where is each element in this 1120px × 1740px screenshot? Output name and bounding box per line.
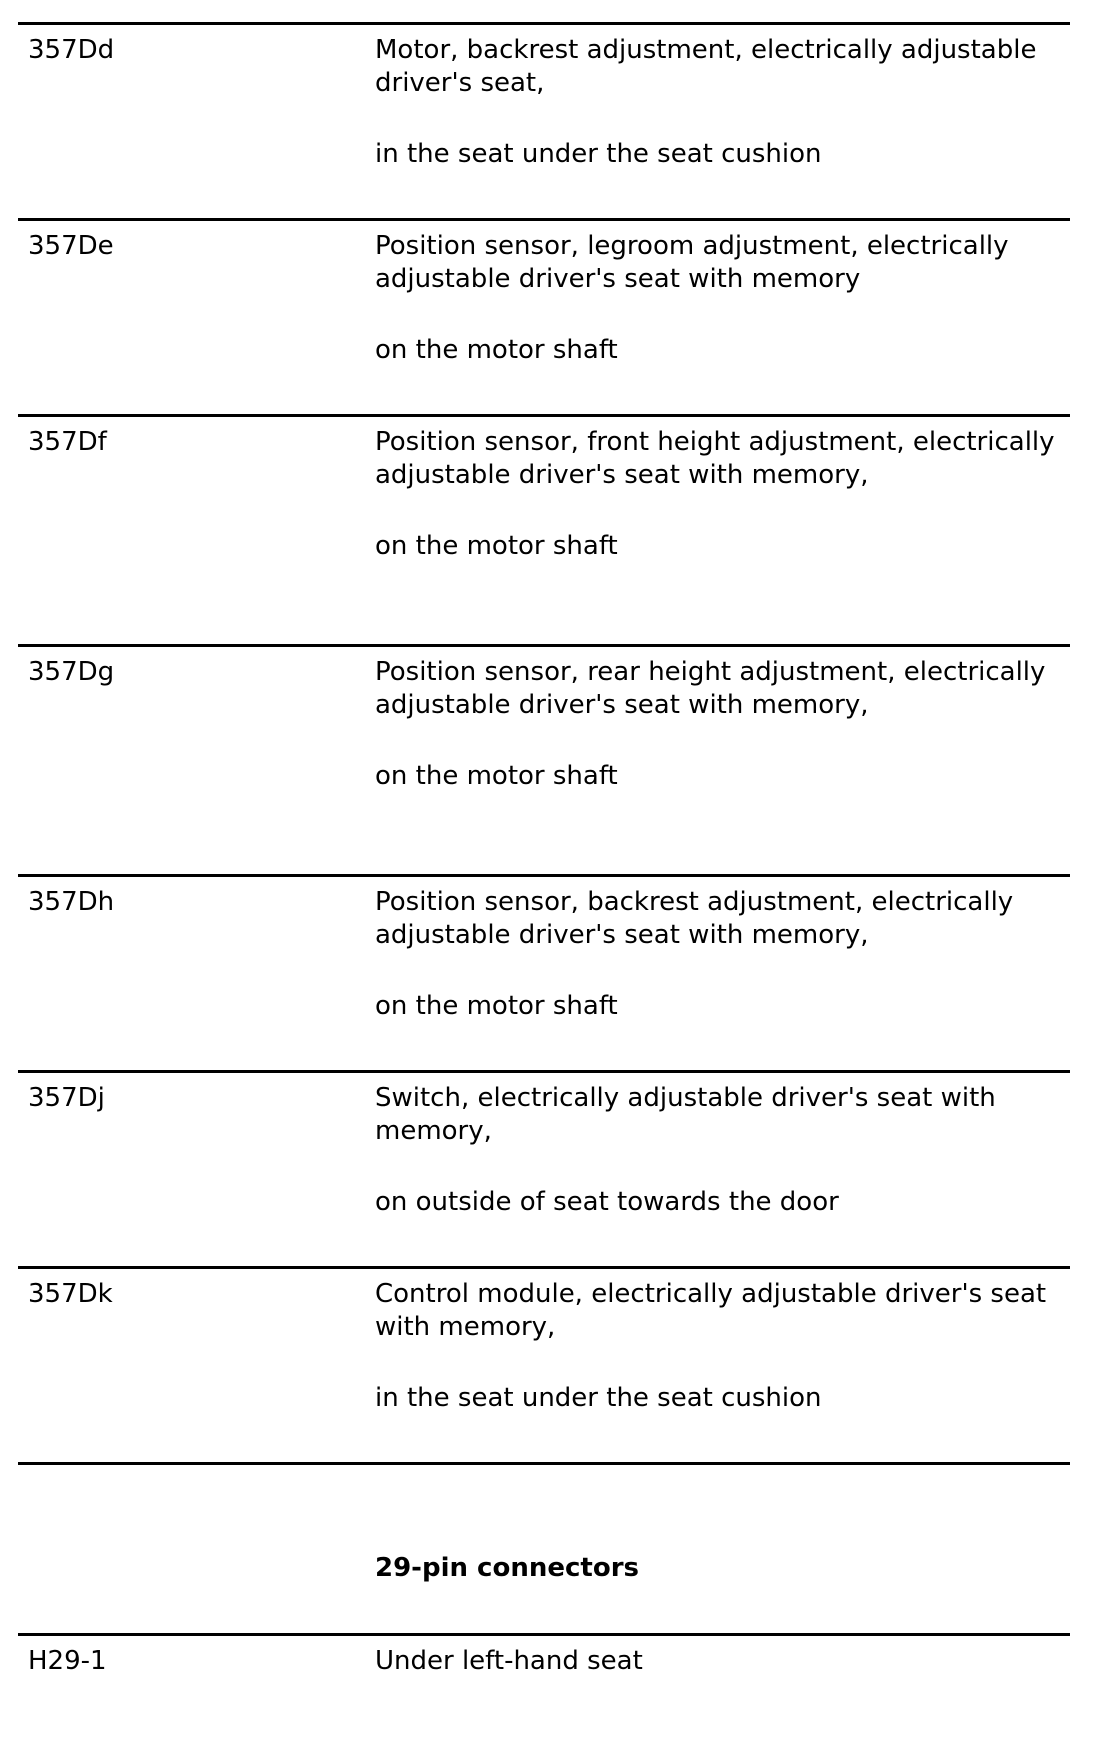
component-title: Position sensor, front height adjustment, electrically adjustable driver's seat with memory, (375, 427, 1055, 490)
component-code: 357Dd (28, 35, 115, 65)
component-location: on the motor shaft (375, 531, 618, 561)
component-code: 357Dg (28, 657, 115, 687)
component-location: on the motor shaft (375, 335, 618, 365)
table-row (18, 1266, 1070, 1462)
table-row (18, 1070, 1070, 1266)
table-row (18, 218, 1070, 414)
component-description (375, 656, 1065, 793)
table-row (18, 22, 1070, 218)
table-row (18, 414, 1070, 644)
component-description (375, 426, 1065, 563)
component-code: 357Df (28, 427, 107, 457)
component-location: on the motor shaft (375, 991, 618, 1021)
connectors-section (18, 1465, 1070, 1633)
connector-description (375, 1645, 1065, 1678)
component-code: 357De (28, 231, 114, 261)
component-description (375, 1278, 1065, 1415)
component-location: on outside of seat towards the door (375, 1187, 839, 1217)
table-row (18, 644, 1070, 874)
component-description (375, 886, 1065, 1023)
component-title: Motor, backrest adjustment, electrically adjustable driver's seat, (375, 35, 1037, 98)
connector-location: Under left-hand seat (375, 1646, 643, 1676)
component-location: on the motor shaft (375, 761, 618, 791)
section-heading: 29-pin connectors (375, 1553, 639, 1583)
component-table (18, 22, 1070, 1703)
component-location: in the seat under the seat cushion (375, 139, 822, 169)
component-title: Position sensor, rear height adjustment, electrically adjustable driver's seat with memory, (375, 657, 1046, 720)
component-location: in the seat under the seat cushion (375, 1383, 822, 1413)
component-code: 357Dh (28, 887, 115, 917)
component-code: 357Dk (28, 1279, 113, 1309)
component-description (375, 34, 1065, 171)
component-code: 357Dj (28, 1083, 105, 1113)
connector-code: H29-1 (28, 1646, 107, 1676)
component-description (375, 1082, 1065, 1219)
component-title: Position sensor, legroom adjustment, electrically adjustable driver's seat with memory (375, 231, 1009, 294)
component-title: Switch, electrically adjustable driver's seat with memory, (375, 1083, 996, 1146)
component-description (375, 230, 1065, 367)
table-row (18, 1633, 1070, 1703)
component-title: Position sensor, backrest adjustment, electrically adjustable driver's seat with memory, (375, 887, 1014, 950)
table-row (18, 874, 1070, 1070)
component-title: Control module, electrically adjustable driver's seat with memory, (375, 1279, 1047, 1342)
